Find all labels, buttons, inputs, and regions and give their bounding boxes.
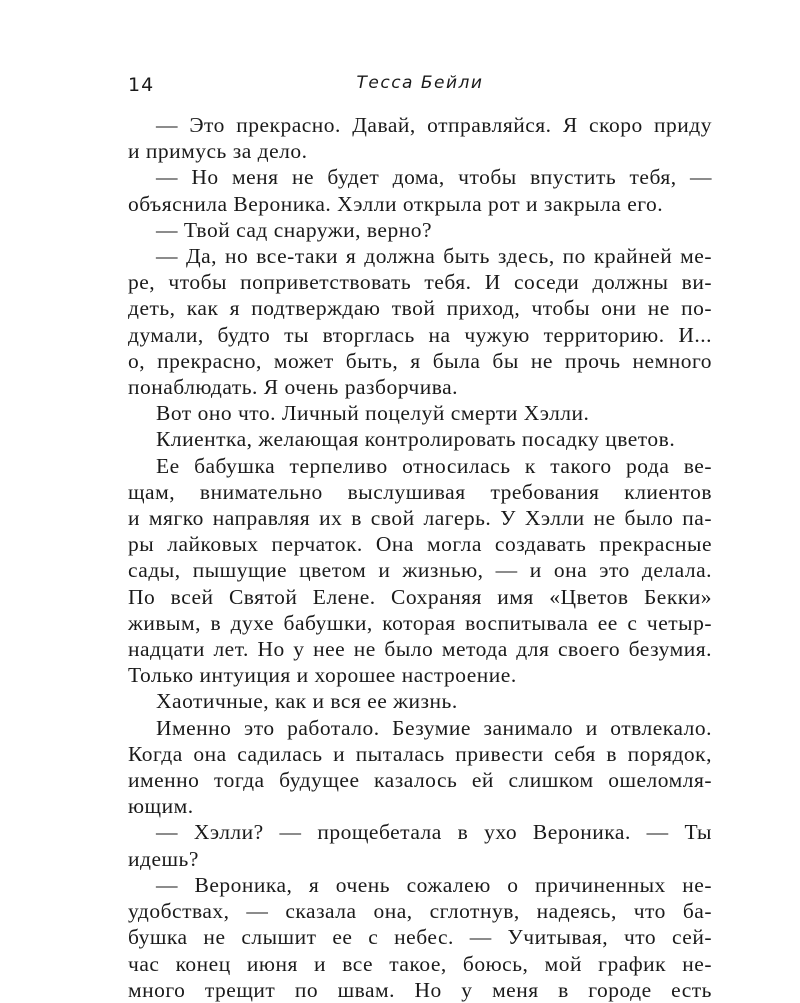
paragraph — [128, 217, 712, 243]
paragraph — [128, 688, 712, 714]
paragraph — [128, 400, 712, 426]
text-line: щам, внимательно выслушивая требования клиентов — [128, 479, 712, 504]
paragraph — [128, 453, 712, 689]
text-line: надцати лет. Но у нее не было метода для своего безумия. — [128, 637, 712, 662]
text-line: и примусь за дело. — [128, 139, 308, 164]
text-line: понаблюдать. Я очень разборчива. — [128, 375, 459, 400]
paragraph — [128, 112, 712, 164]
text-line: — Вероника, я очень сожалею о причиненных не- — [156, 872, 712, 897]
text-line: деть, как я подтверждаю твой приход, чтобы они не по- — [128, 296, 712, 321]
text-line: ре, чтобы поприветствовать тебя. И соседи должны ви- — [128, 270, 712, 295]
text-line: удобствах, — сказала она, сглотнув, надеясь, что ба- — [128, 899, 712, 924]
paragraph — [128, 819, 712, 871]
page-number: 14 — [128, 74, 155, 96]
text-line: идешь? — [128, 846, 199, 871]
text-line: — Но меня не будет дома, чтобы впустить тебя, — — [156, 165, 712, 190]
text-line: По всей Святой Елене. Сохраняя имя «Цветов Бекки» — [128, 584, 712, 609]
running-title: Тесса Бейли — [356, 73, 484, 93]
text-line: Когда она садилась и пыталась привести себя в порядок, — [128, 741, 712, 766]
paragraph — [128, 872, 712, 1003]
text-line: ры лайковых перчаток. Она могла создавать прекрасные — [128, 532, 712, 557]
page-header — [128, 72, 712, 98]
text-line: сады, пышущие цветом и жизнью, — и она это делала. — [128, 558, 712, 583]
paragraph — [128, 243, 712, 400]
text-line: именно тогда будущее казалось ей слишком ошеломля- — [128, 768, 712, 793]
paragraph — [128, 426, 712, 452]
text-line: — Хэлли? — прощебетала в ухо Вероника. — Ты — [156, 820, 712, 845]
text-line: живым, в духе бабушки, которая воспитывала ее с четыр- — [128, 610, 712, 635]
text-line: Вот оно что. Личный поцелуй смерти Хэлли. — [156, 401, 590, 426]
text-line: Хаотичные, как и вся ее жизнь. — [156, 689, 458, 714]
text-line: — Да, но все-таки я должна быть здесь, по крайней ме- — [156, 244, 712, 269]
text-line: Клиентка, желающая контролировать посадку цветов. — [156, 427, 676, 452]
paragraph — [128, 164, 712, 216]
text-line: Именно это работало. Безумие занимало и отвлекало. — [156, 715, 712, 740]
text-line: час конец июня и все такое, боюсь, мой график не- — [128, 951, 712, 976]
text-line: Только интуиция и хорошее настроение. — [128, 663, 517, 688]
text-line: объяснила Вероника. Хэлли открыла рот и закрыла его. — [128, 191, 664, 216]
paragraph — [128, 715, 712, 820]
text-line: о, прекрасно, может быть, я была бы не прочь немного — [128, 348, 712, 373]
text-line: думали, будто ты вторглась на чужую территорию. И... — [128, 322, 712, 347]
text-line: ющим. — [128, 794, 194, 819]
text-line: много трещит по швам. Но у меня в городе есть — [128, 977, 712, 1002]
text-line: бушка не слышит ее с небес. — Учитывая, что сей- — [128, 925, 712, 950]
body-text — [128, 112, 712, 1003]
text-line: и мягко направляя их в свой лагерь. У Хэлли не было па- — [128, 506, 712, 531]
text-line: — Это прекрасно. Давай, отправляйся. Я скоро приду — [156, 113, 712, 137]
text-line: — Твой сад снаружи, верно? — [156, 217, 432, 242]
text-line: Ее бабушка терпеливо относилась к такого рода ве- — [156, 453, 712, 478]
